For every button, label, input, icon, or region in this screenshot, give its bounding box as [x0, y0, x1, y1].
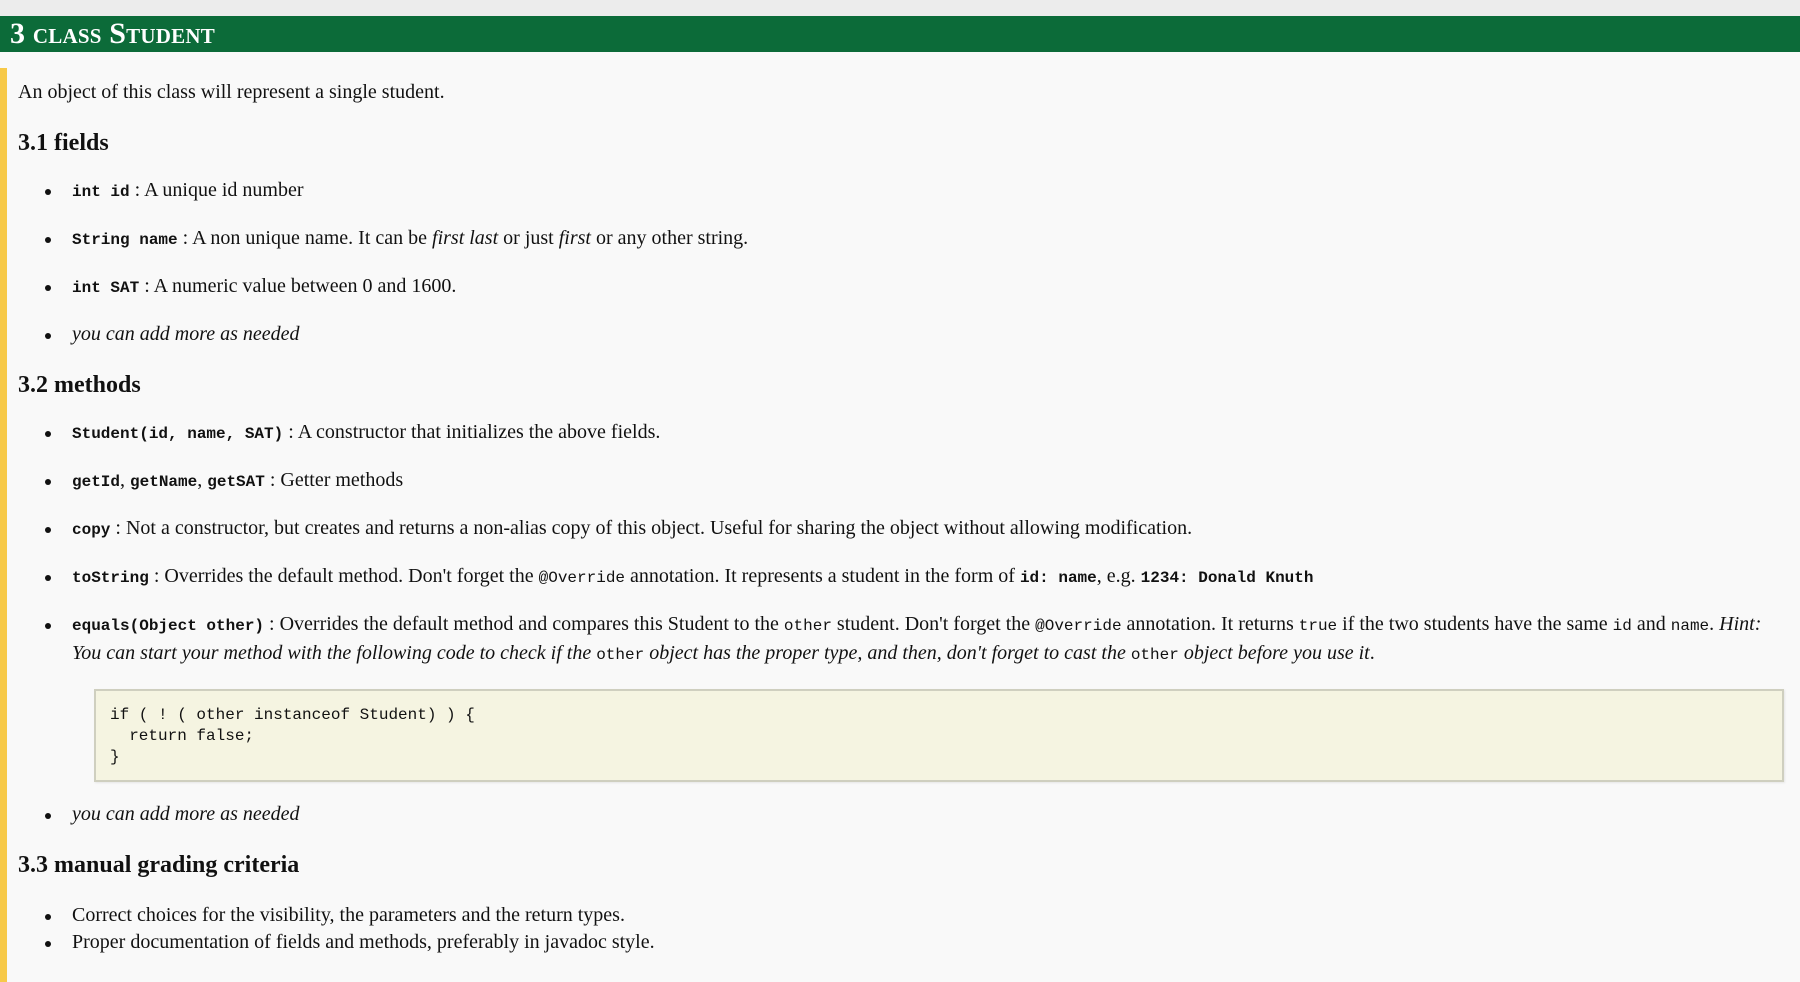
method-desc: : Overrides the default method. Don't forget the — [148, 565, 539, 587]
list-item: Correct choices for the visibility, the parameters and the return types. — [18, 902, 1788, 929]
methods-list — [18, 419, 1788, 669]
method-code: copy — [72, 521, 111, 539]
field-desc: : A unique id number — [129, 179, 304, 201]
method-code: getSAT — [207, 473, 265, 491]
method-code: Student(id, name, SAT) — [72, 425, 284, 443]
field-emphasis: first — [558, 227, 591, 249]
method-desc: student. Don't forget the — [831, 613, 1036, 635]
method-desc: annotation. It represents a student in the form of — [625, 565, 1020, 587]
list-item — [18, 563, 1788, 592]
list-item — [18, 273, 1788, 302]
field-note: you can add more as needed — [72, 323, 300, 345]
fields-list — [18, 177, 1788, 348]
inline-code: @Override — [538, 569, 626, 587]
method-desc: and — [1631, 613, 1671, 635]
method-desc: . — [1709, 613, 1720, 635]
method-desc: : Getter methods — [264, 469, 404, 491]
browser-top-strip — [0, 0, 1800, 16]
inline-code: id — [1612, 617, 1632, 635]
document-page — [0, 16, 1800, 982]
left-accent-bar — [0, 68, 7, 982]
list-item — [18, 515, 1788, 544]
inline-code: true — [1298, 617, 1338, 635]
grading-heading: 3.3 manual grading criteria — [18, 852, 300, 878]
hint-text: object before you use it — [1178, 642, 1370, 664]
inline-code: other — [1130, 646, 1179, 664]
section-title: 3 class Student — [0, 16, 1800, 52]
fields-heading: 3.1 fields — [18, 130, 109, 156]
field-emphasis: first last — [432, 227, 499, 249]
field-desc: : A numeric value between 0 and 1600. — [139, 275, 457, 297]
inline-code: 1234: Donald Knuth — [1140, 569, 1314, 587]
list-item — [18, 225, 1788, 254]
methods-heading: 3.2 methods — [18, 372, 141, 398]
list-item — [18, 467, 1788, 496]
inline-code: other — [783, 617, 832, 635]
inline-code: @Override — [1035, 617, 1122, 635]
list-item — [18, 321, 1788, 348]
grading-list — [18, 902, 1788, 956]
hint-text: object has the proper type, and then, don't forget to cast the — [644, 642, 1131, 664]
section-content — [18, 68, 1788, 956]
inline-code: other — [596, 646, 645, 664]
method-note: you can add more as needed — [72, 803, 300, 825]
list-item — [18, 611, 1788, 669]
method-code: getName — [130, 473, 198, 491]
methods-list-extra — [18, 801, 1788, 828]
method-code: equals(Object other) — [72, 617, 265, 635]
field-desc: or any other string. — [590, 227, 749, 249]
field-code: int SAT — [72, 279, 140, 297]
separator: , — [120, 469, 131, 491]
field-code: int id — [72, 183, 130, 201]
method-desc: : Not a constructor, but creates and returns a non-alias copy of this object. Useful for sharing the object without allowing modification. — [110, 517, 1193, 539]
method-code: getId — [72, 473, 121, 491]
hint-text: Hint: You can start your method with the following code to check if the — [72, 613, 1762, 664]
method-desc: , e.g. — [1096, 565, 1141, 587]
field-desc: or just — [498, 227, 559, 249]
method-code: toString — [72, 569, 149, 587]
method-desc: if the two students have the same — [1337, 613, 1613, 635]
inline-code: id: name — [1019, 569, 1097, 587]
list-item — [18, 177, 1788, 206]
method-desc: annotation. It returns — [1121, 613, 1299, 635]
field-desc: : A non unique name. It can be — [177, 227, 433, 249]
list-item: Proper documentation of fields and methods, preferably in javadoc style. — [18, 929, 1788, 956]
field-code: String name — [72, 231, 178, 249]
hint-text: . — [1369, 642, 1375, 664]
method-desc: : A constructor that initializes the above fields. — [283, 421, 661, 443]
method-desc: : Overrides the default method and compares this Student to the — [264, 613, 784, 635]
list-item — [18, 801, 1788, 828]
separator: , — [197, 469, 208, 491]
intro-paragraph: An object of this class will represent a single student. — [18, 81, 445, 103]
list-item — [18, 419, 1788, 448]
inline-code: name — [1670, 617, 1710, 635]
code-block: if ( ! ( other instanceof Student) ) { return false; } — [94, 689, 1784, 782]
